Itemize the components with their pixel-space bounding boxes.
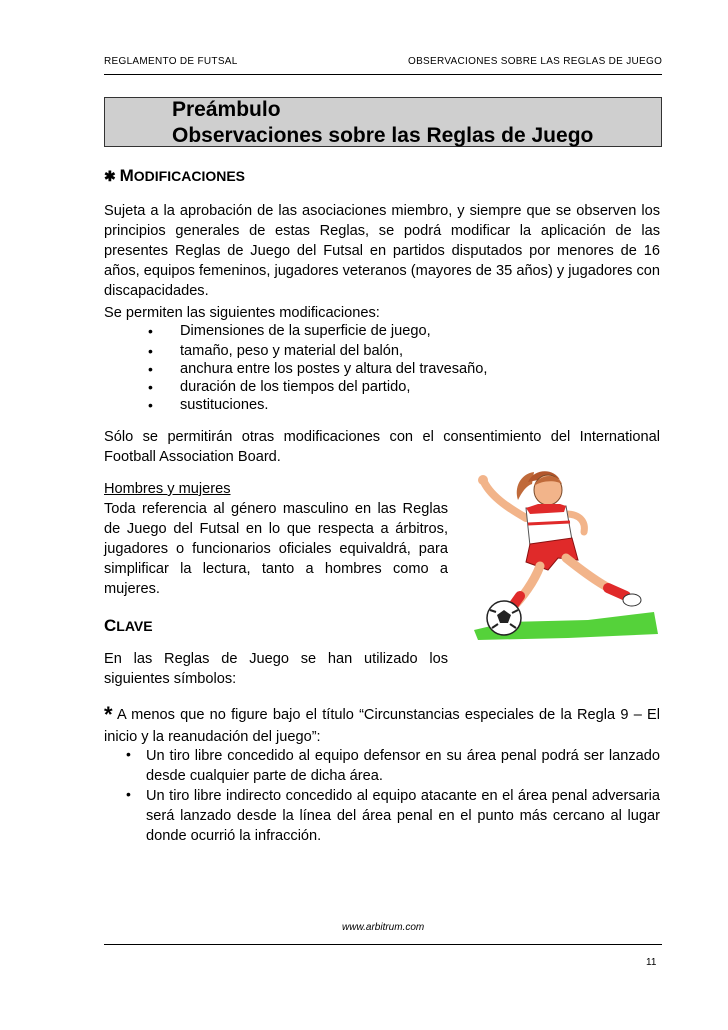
clave-paragraph: En las Reglas de Juego se han utilizado los siguientes símbolos: bbox=[104, 651, 448, 687]
footer-website: www.arbitrum.com bbox=[342, 922, 425, 933]
page-number: 11 bbox=[646, 957, 657, 968]
bullet-icon: • bbox=[148, 361, 153, 377]
list-intro: Se permiten las siguientes modificaciones: bbox=[104, 305, 380, 321]
title-line-2: Observaciones sobre las Reglas de Juego bbox=[172, 124, 594, 147]
header-right: OBSERVACIONES SOBRE LAS REGLAS DE JUEGO bbox=[408, 56, 663, 67]
ifab-paragraph: Sólo se permitirán otras modificaciones con el consentimiento del International Football Association Board. bbox=[104, 429, 660, 465]
bullet-icon: • bbox=[126, 746, 131, 762]
bullet-icon: • bbox=[148, 323, 153, 339]
header-rule bbox=[104, 74, 662, 75]
footer-rule bbox=[104, 944, 662, 945]
list-item: Dimensiones de la superficie de juego, bbox=[180, 323, 431, 339]
list-item: anchura entre los postes y altura del travesaño, bbox=[180, 361, 488, 377]
clave-initial: C bbox=[104, 616, 117, 635]
title-line-1: Preámbulo bbox=[172, 98, 281, 121]
list-item: duración de los tiempos del partido, bbox=[180, 379, 411, 395]
modificaciones-rest: ODIFICACIONES bbox=[133, 168, 246, 184]
list-item: sustituciones. bbox=[180, 397, 269, 413]
clave-rest: LAVE bbox=[116, 618, 153, 634]
clave-heading bbox=[104, 616, 153, 636]
modificaciones-heading bbox=[104, 166, 245, 186]
clave-list-item: Un tiro libre indirecto concedido al equipo atacante en el área penal adversaria será lanzado desde la línea del área penal en el punto más cercano al lugar donde ocurrió la infracción. bbox=[146, 788, 660, 844]
list-item: tamaño, peso y material del balón, bbox=[180, 343, 404, 359]
modificaciones-paragraph: Sujeta a la aprobación de las asociaciones miembro, y siempre que se observen los principios generales de estas Reglas, se podrá modificar la aplicación de las presentes Reglas de Juego del Futsal en partidos disputados por menores de 16 años, equipos femeninos, jugadores veteranos (mayores de 35 años) y jugadores con discapacidades. bbox=[104, 203, 660, 299]
clave-list-item: Un tiro libre concedido al equipo defensor en su área penal podrá ser lanzado desde cualquier parte de dicha área. bbox=[146, 748, 660, 784]
bullet-icon: • bbox=[126, 786, 131, 802]
asterisk-icon: * bbox=[104, 702, 113, 727]
bullet-icon: • bbox=[148, 397, 153, 413]
header-left: REGLAMENTO DE FUTSAL bbox=[104, 56, 238, 67]
star-icon: ✱ bbox=[104, 168, 116, 184]
modificaciones-initial: M bbox=[119, 166, 134, 185]
symbol-note-text: A menos que no figure bajo el título “Circunstancias especiales de la Regla 9 – El inicio y la reanudación del juego”: bbox=[104, 707, 660, 745]
gender-heading: Hombres y mujeres bbox=[104, 481, 231, 497]
female-football-player-illustration bbox=[468, 462, 662, 642]
gender-paragraph: Toda referencia al género masculino en las Reglas de Juego del Futsal en lo que respecta a árbitros, jugadores o funcionarios oficiales equivaldrá, para simplificar la lectura, tanto a hombres como a mujeres. bbox=[104, 501, 448, 597]
symbol-note bbox=[104, 704, 660, 748]
bullet-icon: • bbox=[148, 379, 153, 395]
bullet-icon: • bbox=[148, 343, 153, 359]
